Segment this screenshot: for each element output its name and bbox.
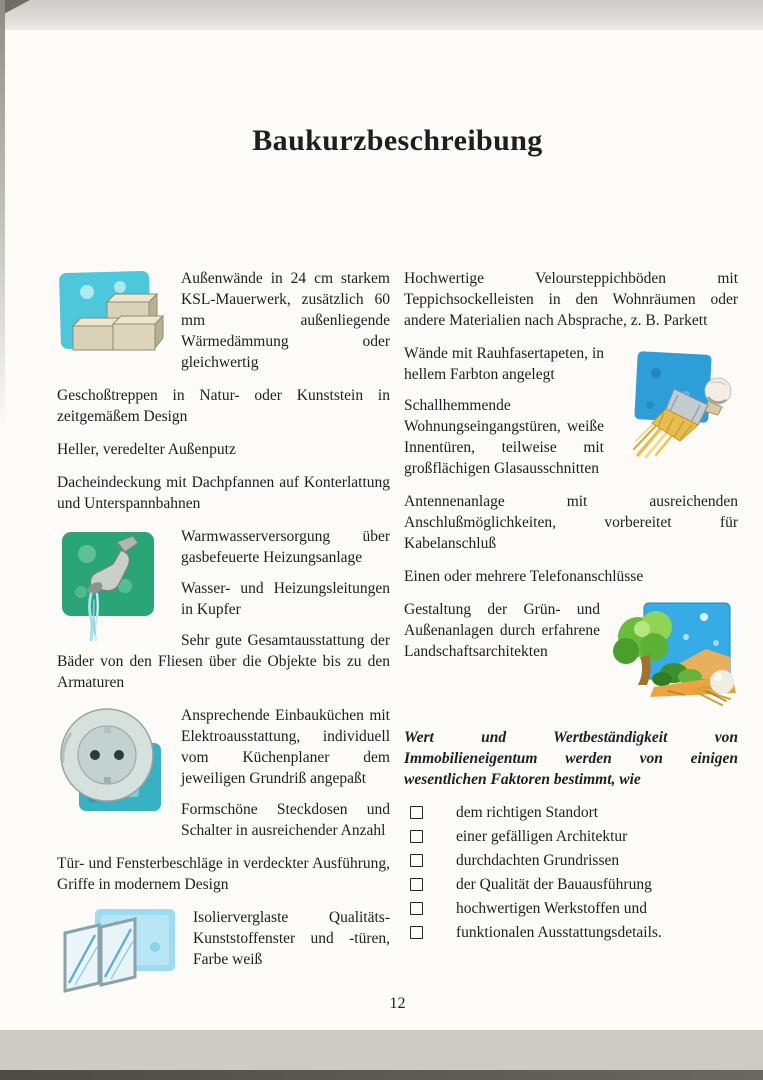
left-column [57, 268, 390, 1013]
photo-bottom-edge [0, 1030, 763, 1072]
checkbox-bullet-icon [410, 926, 423, 939]
page-number: 12 [389, 995, 406, 1012]
paragraph-phone: Einen oder mehrere Telefonanschlüsse [404, 568, 644, 585]
paragraph-fittings: Tür- und Fensterbeschläge in verdeckter Ausführung, Griffe in modernem Design [57, 855, 390, 893]
list-item [404, 850, 738, 871]
factor-label: einer gefälligen Architektur [456, 828, 628, 845]
factor-label: hochwertigen Werkstoffen und [456, 900, 648, 917]
checkbox-bullet-icon [410, 878, 423, 891]
walls-block [57, 268, 390, 373]
factor-label: dem richtigen Standort [456, 804, 599, 821]
factors-list [404, 802, 738, 943]
bricks-illustration-icon [57, 268, 167, 354]
windows-block [57, 907, 390, 1001]
paragraph-plaster: Heller, veredelter Außenputz [57, 441, 236, 458]
paint-block [404, 343, 738, 479]
factor-label: der Qualität der Bauausführung [456, 876, 652, 893]
list-item [404, 874, 738, 895]
paragraph-walls: Außenwände in 24 cm starkem KSL-Mauerwerk, zusätzlich 60 mm außenliegende Wärmedämmung oder gleichwertig [181, 270, 390, 371]
paragraph-hot-water: Warmwasserversorgung über gasbefeuerte Heizungsanlage [181, 528, 390, 566]
factors-intro: Wert und Wertbeständigkeit von Immobilieneigentum werden von einigen wesentlichen Faktoren bestimmt, wie [404, 729, 738, 788]
pebble-icon [708, 668, 736, 696]
right-column [404, 268, 738, 946]
photo-top-edge [0, 0, 763, 30]
window-panes-illustration-icon [57, 907, 179, 997]
factor-label: durchdachten Grundrissen [456, 852, 620, 869]
list-item [404, 826, 738, 847]
paragraph-antenna: Antennenanlage mit ausreichenden Anschlußmöglichkeiten, vorbereitet für Kabelanschluß [404, 493, 738, 552]
paragraph-kitchens: Ansprechende Einbauküchen mit Elektroausstattung, individuell vom Küchenplaner dem jeweiligen Grundriß angepaßt [181, 707, 390, 787]
paragraph-pipes: Wasser- und Heizungsleitungen in Kupfer [181, 580, 390, 618]
checkbox-bullet-icon [410, 902, 423, 915]
paragraph-landscaping: Gestaltung der Grün- und Außenanlagen durch erfahrene Landschaftsarchitekten [404, 601, 600, 660]
water-tap-illustration-icon [57, 526, 167, 642]
list-item [404, 898, 738, 919]
checkbox-bullet-icon [410, 830, 423, 843]
list-item [404, 922, 738, 943]
list-item [404, 802, 738, 823]
landscaping-block [404, 599, 738, 715]
factor-label: funktionalen Ausstattungsdetails. [456, 924, 662, 941]
paragraph-roof: Dacheindeckung mit Dachpfannen auf Konterlattung und Unterspannbahnen [57, 474, 390, 512]
power-socket-illustration-icon [57, 705, 167, 819]
checkbox-bullet-icon [410, 854, 423, 867]
photo-left-edge [0, 0, 5, 430]
page-title: Baukurzbeschreibung [252, 124, 543, 158]
paragraph-stairs: Geschoßtreppen in Natur- oder Kunststein in zeitgemäßem Design [57, 387, 390, 425]
paragraph-sockets: Formschöne Steckdosen und Schalter in ausreichender Anzahl [181, 801, 390, 839]
paragraph-wallpaper: Wände mit Rauhfasertapeten, in hellem Farbton angelegt [404, 345, 604, 383]
checkbox-bullet-icon [410, 806, 423, 819]
photo-bottom-dark-strip [0, 1070, 763, 1080]
water-block [57, 526, 390, 693]
paragraph-carpet: Hochwertige Veloursteppichböden mit Teppichsockelleisten in den Wohnräumen oder andere Materialien nach Absprache, z. B. Parkett [404, 270, 738, 329]
paragraph-windows: Isolierverglaste Qualitäts-Kunststoffenster und -türen, Farbe weiß [193, 909, 390, 968]
kitchen-block [57, 705, 390, 841]
paragraph-bathrooms: Sehr gute Gesamtausstattung der Bäder von den Fliesen über die Objekte bis zu den Armaturen [57, 632, 390, 691]
paragraph-doors: Schallhemmende Wohnungseingangstüren, weiße Innentüren, teilweise mit großflächigen Glasausschnitten [404, 397, 604, 477]
paintbrush-illustration-icon [616, 343, 738, 465]
